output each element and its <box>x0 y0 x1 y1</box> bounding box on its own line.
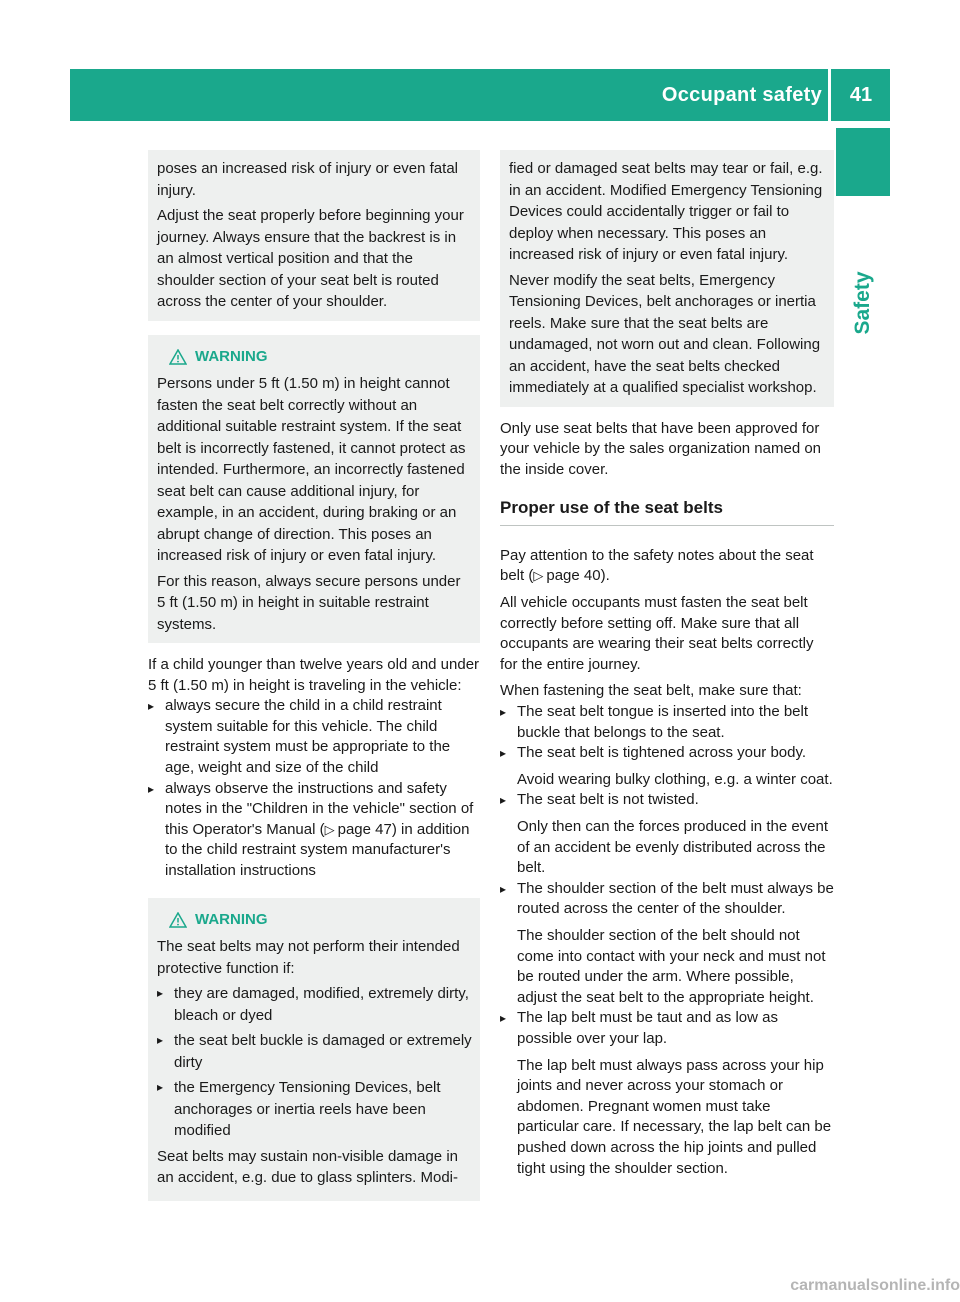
child-list <box>148 696 480 881</box>
section-title: Occupant safety <box>661 84 822 106</box>
warning-heading: WARNING <box>169 910 472 931</box>
side-tab-marker <box>836 128 890 196</box>
header-separator <box>828 69 831 121</box>
page-reference-link[interactable]: page 47 <box>337 820 392 838</box>
paragraph: fied or damaged seat belts may tear or fail, e.g. in an accident. Modified Emergency Tensioning Devices could accidentally trigger or fail to deploy when necessary. This poses an increased risk of injury or even fatal injury. <box>509 160 823 263</box>
paragraph: Seat belts may sustain non-visible damage in an accident, e.g. due to glass splinters. Modi- <box>157 1147 458 1187</box>
list-item: ▸ always secure the child in a child restraint system suitable for this vehicle. The child restraint system must be appropriate to the age, weight and size of the child <box>148 696 480 778</box>
right-column <box>500 150 834 1179</box>
left-column <box>148 150 480 1201</box>
paragraph: Persons under 5 ft (1.50 m) in height cannot fasten the seat belt correctly without an additional suitable restraint system. If the seat belt is incorrectly fastened, it cannot protect as intended. Furthermore, an incorrectly fastened seat belt can cause additional injury, for example, in an accident, during braking or an abrupt change of direction. This poses an increased risk of injury or even fatal injury. <box>157 375 466 565</box>
page-number: 41 <box>849 84 873 106</box>
list-item: ▸ the seat belt buckle is damaged or extremely dirty <box>157 1030 472 1073</box>
fastening-list <box>500 702 834 1179</box>
section-heading: Proper use of the seat belts <box>500 498 834 526</box>
side-chapter-label: Safety <box>851 271 874 335</box>
list-item: ▸ the Emergency Tensioning Devices, belt anchorages or inertia reels have been modified <box>157 1077 472 1142</box>
page-reference-link[interactable]: page 40 <box>546 567 601 585</box>
list-item: ▸ The lap belt must be taut and as low as possible over your lap. The lap belt must always pass across your hip joints and never across your stomach or abdomen. Pregnant women must take particular care. If necessary, the lap belt can be pushed down across the hip joints and pulled tight using the shoulder section. <box>500 1008 834 1179</box>
paragraph: For this reason, always secure persons under 5 ft (1.50 m) in height in suitable restraint systems. <box>157 572 461 633</box>
paragraph: The seat belts may not perform their intended protective function if: <box>157 938 460 977</box>
warning-triangle-icon <box>169 349 187 365</box>
warning-box-continued <box>148 150 480 321</box>
paragraph: Adjust the seat properly before beginning your journey. Always ensure that the backrest is in an almost vertical position and that the shoulder section of your seat belt is routed across the center of your shoulder. <box>157 207 464 310</box>
list-item: ▸ they are damaged, modified, extremely dirty, bleach or dyed <box>157 983 472 1026</box>
warning-box-continued <box>500 150 834 407</box>
paragraph: Only use seat belts that have been approved for your vehicle by the sales organization named on the inside cover. <box>500 419 822 478</box>
warning-list <box>157 983 472 1142</box>
paragraph: All vehicle occupants must fasten the seat belt correctly before setting off. Make sure that all occupants are wearing their seat belts correctly for the entire journey. <box>500 594 814 673</box>
list-item: ▸ The shoulder section of the belt must always be routed across the center of the shoulder. The shoulder section of the belt should not come into contact with your neck and must not be routed under the arm. Where possible, adjust the seat belt to the appropriate height. <box>500 879 834 1009</box>
footer-watermark: carmanualsonline.info <box>790 1277 960 1294</box>
warning-triangle-icon <box>169 912 187 928</box>
paragraph: Never modify the seat belts, Emergency Tensioning Devices, belt anchorages or inertia reels. Make sure that the seat belts are undamaged, not worn out and clean. Following an accident, have the seat belts checked immediately at a qualified specialist workshop. <box>509 271 821 396</box>
list-item: ▸ The seat belt tongue is inserted into the belt buckle that belongs to the seat. <box>500 702 834 743</box>
warning-box <box>148 898 480 1201</box>
paragraph: When fastening the seat belt, make sure that: <box>500 682 802 700</box>
warning-box <box>148 335 480 644</box>
paragraph: If a child younger than twelve years old and under 5 ft (1.50 m) in height is traveling in the vehicle: <box>148 656 480 694</box>
list-item: ▸ always observe the instructions and safety notes in the "Children in the vehicle" section of this Operator's Manual (▷ page 47) in addition to the child restraint system manufacturer's installation instructions <box>148 779 480 882</box>
warning-heading: WARNING <box>169 347 472 368</box>
list-item: ▸ The seat belt is tightened across your body. Avoid wearing bulky clothing, e.g. a winter coat. <box>500 743 834 790</box>
paragraph: poses an increased risk of injury or even fatal injury. <box>157 160 458 199</box>
paragraph: Pay attention to the safety notes about the seat belt (▷ page 40). <box>500 546 814 585</box>
list-item: ▸ The seat belt is not twisted. Only then can the forces produced in the event of an accident be evenly distributed across the belt. <box>500 790 834 878</box>
